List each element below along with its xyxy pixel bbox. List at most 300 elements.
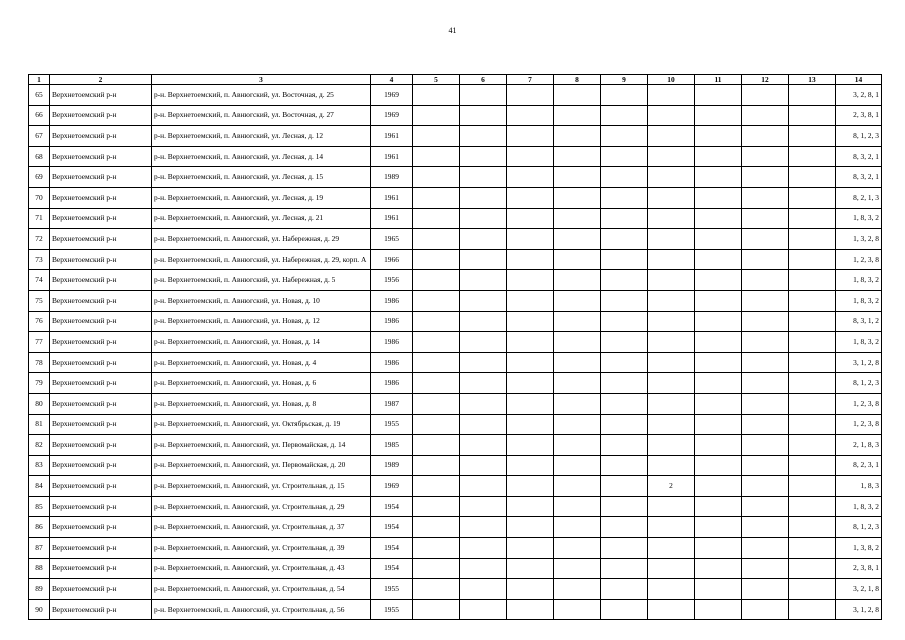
empty-cell: [554, 496, 601, 517]
empty-cell: [460, 558, 507, 579]
table-body: [29, 85, 882, 620]
empty-cell: [789, 496, 836, 517]
row-number-cell: 65: [29, 85, 50, 106]
table-row: [29, 229, 882, 250]
table-row: [29, 208, 882, 229]
empty-cell: [695, 208, 742, 229]
empty-cell: [695, 167, 742, 188]
address-cell: р-н. Верхнетоемский, п. Авнюгский, ул. Строительная, д. 39: [152, 538, 371, 559]
column-14-cell: 1, 8, 3, 2: [836, 332, 882, 353]
column-14-cell: 8, 1, 2, 3: [836, 373, 882, 394]
empty-cell: [601, 579, 648, 600]
empty-cell: [789, 270, 836, 291]
row-number-cell: 66: [29, 105, 50, 126]
empty-cell: [742, 435, 789, 456]
empty-cell: [789, 229, 836, 250]
empty-cell: [507, 599, 554, 620]
empty-cell: [789, 290, 836, 311]
column-10-cell: [648, 126, 695, 147]
year-cell: 1986: [371, 352, 413, 373]
empty-cell: [695, 187, 742, 208]
empty-cell: [507, 332, 554, 353]
empty-cell: [601, 414, 648, 435]
municipality-cell: Верхнетоемский р-н: [50, 332, 152, 353]
empty-cell: [460, 208, 507, 229]
empty-cell: [695, 126, 742, 147]
municipality-cell: Верхнетоемский р-н: [50, 414, 152, 435]
empty-cell: [601, 290, 648, 311]
empty-cell: [601, 393, 648, 414]
empty-cell: [413, 599, 460, 620]
column-14-cell: 3, 1, 2, 8: [836, 599, 882, 620]
empty-cell: [742, 496, 789, 517]
empty-cell: [554, 435, 601, 456]
empty-cell: [413, 167, 460, 188]
year-cell: 1954: [371, 558, 413, 579]
year-cell: 1961: [371, 126, 413, 147]
empty-cell: [460, 476, 507, 497]
table-row: [29, 496, 882, 517]
empty-cell: [742, 517, 789, 538]
empty-cell: [742, 373, 789, 394]
empty-cell: [601, 538, 648, 559]
empty-cell: [507, 538, 554, 559]
address-cell: р-н. Верхнетоемский, п. Авнюгский, ул. Строительная, д. 15: [152, 476, 371, 497]
year-cell: 1985: [371, 435, 413, 456]
column-14-cell: 2, 3, 8, 1: [836, 558, 882, 579]
column-10-cell: 2: [648, 476, 695, 497]
empty-cell: [789, 373, 836, 394]
row-number-cell: 69: [29, 167, 50, 188]
empty-cell: [460, 599, 507, 620]
empty-cell: [601, 270, 648, 291]
year-cell: 1986: [371, 311, 413, 332]
address-cell: р-н. Верхнетоемский, п. Авнюгский, ул. Набережная, д. 29, корп. А: [152, 249, 371, 270]
empty-cell: [695, 311, 742, 332]
empty-cell: [413, 476, 460, 497]
empty-cell: [742, 538, 789, 559]
row-number-cell: 86: [29, 517, 50, 538]
year-cell: 1955: [371, 579, 413, 600]
empty-cell: [460, 85, 507, 106]
empty-cell: [601, 146, 648, 167]
address-cell: р-н. Верхнетоемский, п. Авнюгский, ул. Лесная, д. 12: [152, 126, 371, 147]
row-number-cell: 81: [29, 414, 50, 435]
empty-cell: [742, 208, 789, 229]
column-10-cell: [648, 517, 695, 538]
empty-cell: [413, 538, 460, 559]
year-cell: 1954: [371, 517, 413, 538]
column-14-cell: 8, 3, 1, 2: [836, 311, 882, 332]
empty-cell: [554, 290, 601, 311]
municipality-cell: Верхнетоемский р-н: [50, 538, 152, 559]
empty-cell: [413, 85, 460, 106]
column-14-cell: 1, 8, 3, 2: [836, 496, 882, 517]
address-cell: р-н. Верхнетоемский, п. Авнюгский, ул. Восточная, д. 25: [152, 85, 371, 106]
empty-cell: [460, 455, 507, 476]
empty-cell: [460, 167, 507, 188]
empty-cell: [413, 146, 460, 167]
year-cell: 1961: [371, 187, 413, 208]
column-14-cell: 1, 2, 3, 8: [836, 249, 882, 270]
column-header-14: 14: [836, 75, 882, 85]
empty-cell: [695, 85, 742, 106]
table-row: [29, 126, 882, 147]
empty-cell: [695, 229, 742, 250]
column-10-cell: [648, 249, 695, 270]
table-row: [29, 85, 882, 106]
empty-cell: [507, 187, 554, 208]
empty-cell: [460, 517, 507, 538]
empty-cell: [554, 352, 601, 373]
row-number-cell: 90: [29, 599, 50, 620]
table-row: [29, 290, 882, 311]
address-cell: р-н. Верхнетоемский, п. Авнюгский, ул. Новая, д. 8: [152, 393, 371, 414]
empty-cell: [413, 105, 460, 126]
table-row: [29, 558, 882, 579]
empty-cell: [695, 249, 742, 270]
empty-cell: [413, 414, 460, 435]
empty-cell: [601, 352, 648, 373]
empty-cell: [695, 435, 742, 456]
column-14-cell: 1, 8, 3: [836, 476, 882, 497]
empty-cell: [413, 517, 460, 538]
municipality-cell: Верхнетоемский р-н: [50, 146, 152, 167]
empty-cell: [413, 455, 460, 476]
empty-cell: [554, 126, 601, 147]
table-row: [29, 393, 882, 414]
table-row: [29, 187, 882, 208]
row-number-cell: 83: [29, 455, 50, 476]
empty-cell: [460, 414, 507, 435]
empty-cell: [601, 229, 648, 250]
row-number-cell: 82: [29, 435, 50, 456]
empty-cell: [460, 393, 507, 414]
address-cell: р-н. Верхнетоемский, п. Авнюгский, ул. Лесная, д. 15: [152, 167, 371, 188]
empty-cell: [554, 146, 601, 167]
empty-cell: [554, 332, 601, 353]
empty-cell: [742, 146, 789, 167]
empty-cell: [507, 208, 554, 229]
empty-cell: [507, 496, 554, 517]
column-header-12: 12: [742, 75, 789, 85]
column-10-cell: [648, 270, 695, 291]
municipality-cell: Верхнетоемский р-н: [50, 249, 152, 270]
empty-cell: [742, 85, 789, 106]
empty-cell: [695, 538, 742, 559]
column-10-cell: [648, 85, 695, 106]
column-10-cell: [648, 352, 695, 373]
row-number-cell: 88: [29, 558, 50, 579]
column-14-cell: 2, 3, 8, 1: [836, 105, 882, 126]
empty-cell: [601, 435, 648, 456]
empty-cell: [789, 538, 836, 559]
empty-cell: [695, 517, 742, 538]
row-number-cell: 89: [29, 579, 50, 600]
row-number-cell: 74: [29, 270, 50, 291]
empty-cell: [507, 311, 554, 332]
year-cell: 1986: [371, 290, 413, 311]
empty-cell: [507, 290, 554, 311]
empty-cell: [601, 599, 648, 620]
address-cell: р-н. Верхнетоемский, п. Авнюгский, ул. Строительная, д. 29: [152, 496, 371, 517]
column-10-cell: [648, 290, 695, 311]
column-header-13: 13: [789, 75, 836, 85]
table-row: [29, 167, 882, 188]
empty-cell: [507, 435, 554, 456]
row-number-cell: 87: [29, 538, 50, 559]
empty-cell: [742, 311, 789, 332]
empty-cell: [507, 579, 554, 600]
table-row: [29, 517, 882, 538]
column-14-cell: 1, 3, 8, 2: [836, 538, 882, 559]
empty-cell: [507, 85, 554, 106]
empty-cell: [554, 517, 601, 538]
municipality-cell: Верхнетоемский р-н: [50, 105, 152, 126]
municipality-cell: Верхнетоемский р-н: [50, 85, 152, 106]
table-row: [29, 476, 882, 497]
column-14-cell: 2, 1, 8, 3: [836, 435, 882, 456]
municipality-cell: Верхнетоемский р-н: [50, 455, 152, 476]
empty-cell: [789, 558, 836, 579]
address-cell: р-н. Верхнетоемский, п. Авнюгский, ул. Лесная, д. 21: [152, 208, 371, 229]
empty-cell: [789, 517, 836, 538]
address-cell: р-н. Верхнетоемский, п. Авнюгский, ул. Строительная, д. 56: [152, 599, 371, 620]
address-cell: р-н. Верхнетоемский, п. Авнюгский, ул. Октябрьская, д. 19: [152, 414, 371, 435]
empty-cell: [554, 208, 601, 229]
address-cell: р-н. Верхнетоемский, п. Авнюгский, ул. Строительная, д. 54: [152, 579, 371, 600]
municipality-cell: Верхнетоемский р-н: [50, 496, 152, 517]
empty-cell: [460, 311, 507, 332]
table-row: [29, 455, 882, 476]
column-10-cell: [648, 187, 695, 208]
empty-cell: [460, 146, 507, 167]
empty-cell: [695, 414, 742, 435]
table-row: [29, 414, 882, 435]
empty-cell: [507, 270, 554, 291]
municipality-cell: Верхнетоемский р-н: [50, 517, 152, 538]
row-number-cell: 70: [29, 187, 50, 208]
municipality-cell: Верхнетоемский р-н: [50, 599, 152, 620]
empty-cell: [789, 105, 836, 126]
empty-cell: [460, 229, 507, 250]
table-row: [29, 270, 882, 291]
address-cell: р-н. Верхнетоемский, п. Авнюгский, ул. Лесная, д. 19: [152, 187, 371, 208]
empty-cell: [460, 435, 507, 456]
empty-cell: [742, 167, 789, 188]
empty-cell: [413, 352, 460, 373]
column-10-cell: [648, 579, 695, 600]
empty-cell: [789, 476, 836, 497]
column-header-2: 2: [50, 75, 152, 85]
empty-cell: [695, 352, 742, 373]
table-row: [29, 373, 882, 394]
empty-cell: [507, 126, 554, 147]
empty-cell: [601, 517, 648, 538]
column-header-9: 9: [601, 75, 648, 85]
empty-cell: [554, 538, 601, 559]
municipality-cell: Верхнетоемский р-н: [50, 393, 152, 414]
row-number-cell: 75: [29, 290, 50, 311]
empty-cell: [554, 187, 601, 208]
address-cell: р-н. Верхнетоемский, п. Авнюгский, ул. Строительная, д. 43: [152, 558, 371, 579]
column-header-5: 5: [413, 75, 460, 85]
empty-cell: [789, 414, 836, 435]
empty-cell: [507, 414, 554, 435]
table-row: [29, 332, 882, 353]
empty-cell: [460, 249, 507, 270]
municipality-cell: Верхнетоемский р-н: [50, 579, 152, 600]
column-10-cell: [648, 538, 695, 559]
year-cell: 1986: [371, 332, 413, 353]
column-14-cell: 1, 8, 3, 2: [836, 270, 882, 291]
municipality-cell: Верхнетоемский р-н: [50, 476, 152, 497]
empty-cell: [413, 187, 460, 208]
empty-cell: [695, 455, 742, 476]
empty-cell: [413, 435, 460, 456]
year-cell: 1966: [371, 249, 413, 270]
empty-cell: [460, 373, 507, 394]
municipality-cell: Верхнетоемский р-н: [50, 558, 152, 579]
empty-cell: [742, 393, 789, 414]
empty-cell: [742, 599, 789, 620]
year-cell: 1969: [371, 85, 413, 106]
row-number-cell: 71: [29, 208, 50, 229]
municipality-cell: Верхнетоемский р-н: [50, 167, 152, 188]
empty-cell: [695, 496, 742, 517]
empty-cell: [601, 558, 648, 579]
year-cell: 1989: [371, 167, 413, 188]
empty-cell: [695, 599, 742, 620]
column-10-cell: [648, 373, 695, 394]
empty-cell: [601, 105, 648, 126]
empty-cell: [460, 538, 507, 559]
empty-cell: [789, 393, 836, 414]
empty-cell: [742, 414, 789, 435]
column-14-cell: 1, 8, 3, 2: [836, 290, 882, 311]
empty-cell: [413, 579, 460, 600]
empty-cell: [507, 517, 554, 538]
empty-cell: [554, 311, 601, 332]
municipality-cell: Верхнетоемский р-н: [50, 290, 152, 311]
municipality-cell: Верхнетоемский р-н: [50, 352, 152, 373]
column-10-cell: [648, 455, 695, 476]
year-cell: 1961: [371, 208, 413, 229]
empty-cell: [789, 208, 836, 229]
table-row: [29, 311, 882, 332]
empty-cell: [601, 476, 648, 497]
empty-cell: [413, 270, 460, 291]
empty-cell: [554, 558, 601, 579]
year-cell: 1954: [371, 496, 413, 517]
address-cell: р-н. Верхнетоемский, п. Авнюгский, ул. Новая, д. 6: [152, 373, 371, 394]
empty-cell: [413, 373, 460, 394]
column-14-cell: 3, 1, 2, 8: [836, 352, 882, 373]
empty-cell: [460, 126, 507, 147]
column-header-10: 10: [648, 75, 695, 85]
empty-cell: [601, 496, 648, 517]
empty-cell: [789, 126, 836, 147]
empty-cell: [601, 373, 648, 394]
empty-cell: [554, 270, 601, 291]
year-cell: 1955: [371, 414, 413, 435]
table-row: [29, 146, 882, 167]
address-cell: р-н. Верхнетоемский, п. Авнюгский, ул. Набережная, д. 29: [152, 229, 371, 250]
empty-cell: [460, 352, 507, 373]
row-number-cell: 85: [29, 496, 50, 517]
empty-cell: [460, 270, 507, 291]
column-14-cell: 8, 1, 2, 3: [836, 126, 882, 147]
column-10-cell: [648, 167, 695, 188]
year-cell: 1955: [371, 599, 413, 620]
row-number-cell: 67: [29, 126, 50, 147]
empty-cell: [554, 414, 601, 435]
empty-cell: [460, 496, 507, 517]
empty-cell: [695, 373, 742, 394]
empty-cell: [413, 311, 460, 332]
address-cell: р-н. Верхнетоемский, п. Авнюгский, ул. Восточная, д. 27: [152, 105, 371, 126]
column-10-cell: [648, 496, 695, 517]
empty-cell: [789, 579, 836, 600]
year-cell: 1954: [371, 538, 413, 559]
empty-cell: [601, 455, 648, 476]
column-14-cell: 8, 2, 1, 3: [836, 187, 882, 208]
empty-cell: [554, 579, 601, 600]
municipality-cell: Верхнетоемский р-н: [50, 126, 152, 147]
empty-cell: [695, 146, 742, 167]
address-cell: р-н. Верхнетоемский, п. Авнюгский, ул. Новая, д. 12: [152, 311, 371, 332]
empty-cell: [554, 105, 601, 126]
empty-cell: [789, 311, 836, 332]
empty-cell: [507, 105, 554, 126]
empty-cell: [695, 270, 742, 291]
empty-cell: [742, 476, 789, 497]
empty-cell: [742, 332, 789, 353]
row-number-cell: 84: [29, 476, 50, 497]
column-header-7: 7: [507, 75, 554, 85]
empty-cell: [554, 249, 601, 270]
year-cell: 1989: [371, 455, 413, 476]
column-10-cell: [648, 393, 695, 414]
empty-cell: [507, 455, 554, 476]
empty-cell: [507, 229, 554, 250]
empty-cell: [601, 311, 648, 332]
empty-cell: [695, 558, 742, 579]
column-14-cell: 1, 8, 3, 2: [836, 208, 882, 229]
empty-cell: [789, 599, 836, 620]
row-number-cell: 80: [29, 393, 50, 414]
empty-cell: [601, 208, 648, 229]
empty-cell: [742, 126, 789, 147]
empty-cell: [695, 393, 742, 414]
empty-cell: [695, 476, 742, 497]
empty-cell: [507, 249, 554, 270]
empty-cell: [695, 105, 742, 126]
empty-cell: [507, 167, 554, 188]
empty-cell: [554, 476, 601, 497]
row-number-cell: 73: [29, 249, 50, 270]
address-cell: р-н. Верхнетоемский, п. Авнюгский, ул. Новая, д. 4: [152, 352, 371, 373]
table-row: [29, 249, 882, 270]
municipality-cell: Верхнетоемский р-н: [50, 270, 152, 291]
table-row: [29, 599, 882, 620]
column-10-cell: [648, 229, 695, 250]
empty-cell: [554, 167, 601, 188]
empty-cell: [554, 229, 601, 250]
empty-cell: [554, 85, 601, 106]
empty-cell: [789, 85, 836, 106]
column-14-cell: 8, 3, 2, 1: [836, 146, 882, 167]
